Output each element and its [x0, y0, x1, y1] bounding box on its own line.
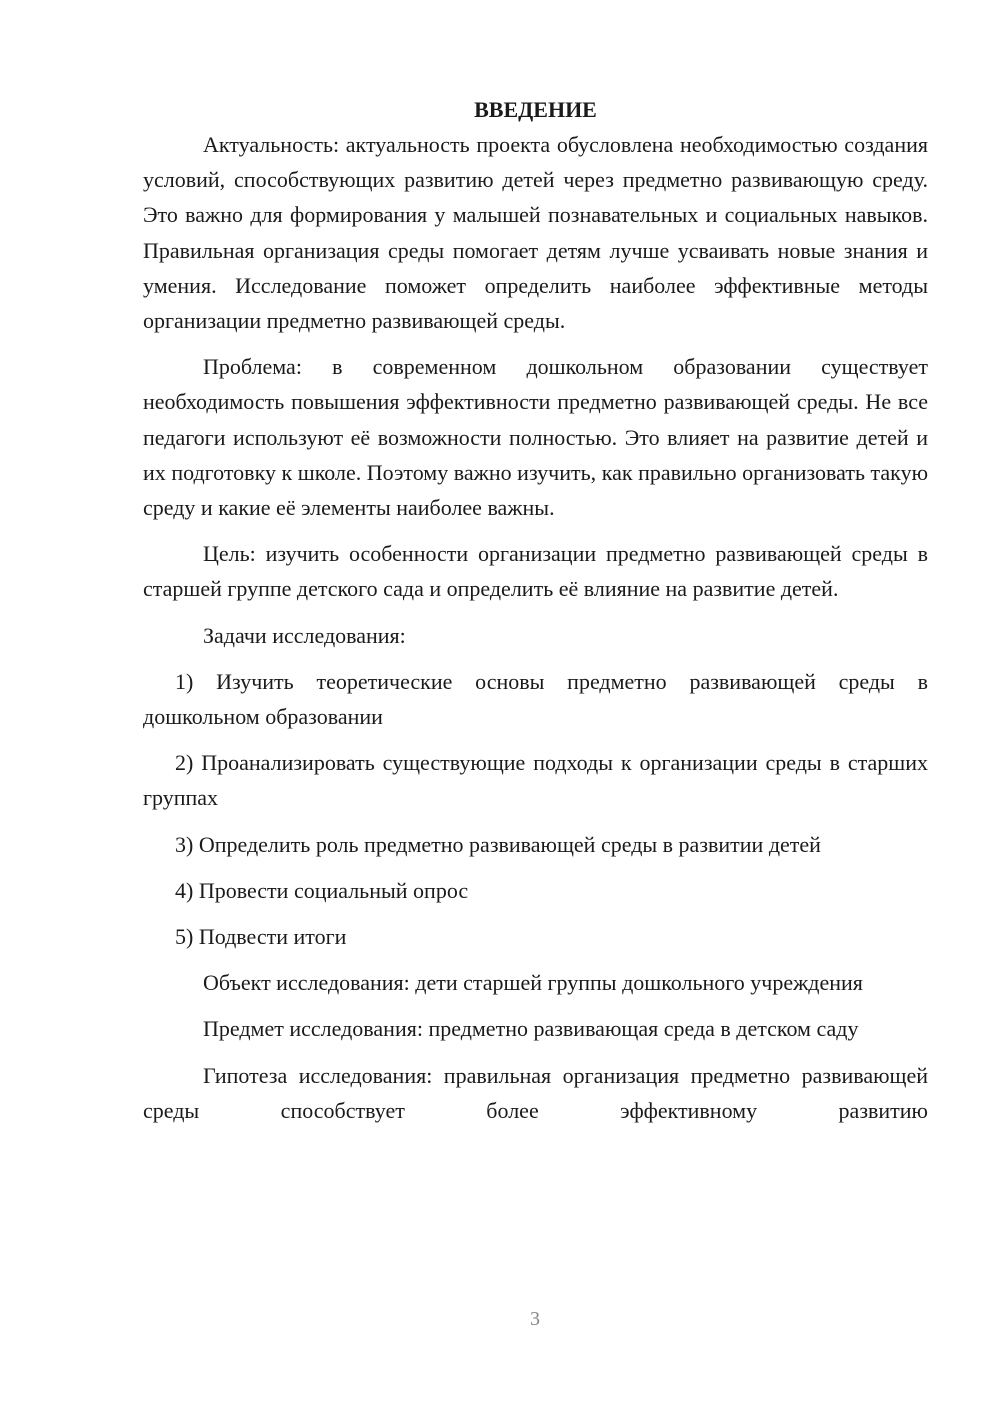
paragraph-relevance: Актуальность: актуальность проекта обусловлена необходимостью создания условий, способствующих развитию детей через предметно развивающую среду. Это важно для формирования у малышей познавательных и социальных навыков. Правильная организация среды помогает детям лучше усваивать новые знания и умения. Исследование поможет определить наиболее эффективные методы организации предметно развивающей среды.	[143, 132, 928, 334]
task-item-2: 2) Проанализировать существующие подходы к организации среды в старших группах	[143, 750, 928, 811]
task-item-3: 3) Определить роль предметно развивающей среды в развитии детей	[175, 831, 821, 857]
document-page	[143, 92, 928, 1139]
task-item-1: 1) Изучить теоретические основы предметно развивающей среды в дошкольном образовании	[143, 668, 928, 730]
paragraph-object: Объект исследования: дети старшей группы дошкольного учреждения	[203, 970, 863, 996]
page-number: 3	[530, 1308, 540, 1330]
task-item-4: 4) Провести социальный опрос	[175, 877, 469, 903]
document-heading: ВВЕДЕНИЕ	[474, 97, 597, 122]
task-item-5: 5) Подвести итоги	[175, 924, 347, 950]
paragraph-problem: Проблема: в современном дошкольном образовании существует необходимость повышения эффективности предметно развивающей среды. Не все педагоги используют её возможности полностью. Это влияет на развитие детей и их подготовку к школе. Поэтому важно изучить, как правильно организовать такую среду и какие её элементы наиболее важны.	[143, 354, 928, 521]
paragraph-hypothesis: Гипотеза исследования: правильная организация предметно развивающей среды способствует более эффективному развитию	[143, 1062, 928, 1123]
paragraph-subject: Предмет исследования: предметно развивающая среда в детском саду	[203, 1016, 859, 1042]
paragraph-goal: Цель: изучить особенности организации предметно развивающей среды в старшей группе детского сада и определить её влияние на развитие детей.	[143, 541, 928, 602]
paragraph-tasks-heading: Задачи исследования:	[203, 622, 406, 648]
